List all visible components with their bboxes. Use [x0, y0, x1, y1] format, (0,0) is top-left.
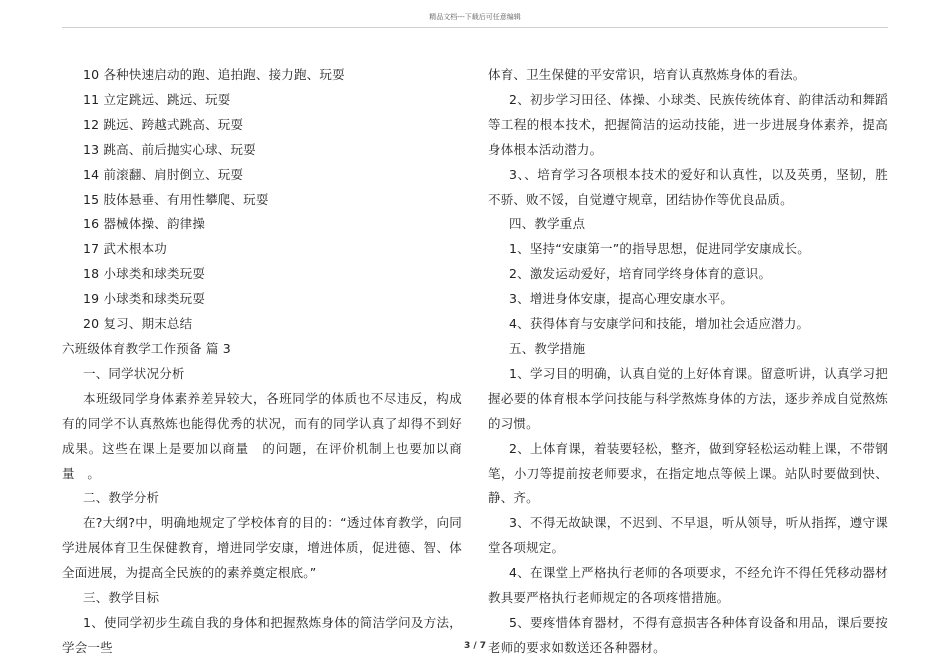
schedule-item-19: 19 小球类和球类玩耍: [83, 291, 206, 307]
left-column: [62, 63, 462, 661]
measure-item-1: 1、学习目的明确，认真自觉的上好体育课。留意听讲，认真学习把握必要的体育根本学问技能与科学熬炼身体的方法，逐步养成自觉熬炼的习惯。: [488, 365, 888, 431]
schedule-item-10: 10 各种快速启动的跑、追拍跑、接力跑、玩耍: [83, 67, 345, 82]
goal-item-1: 1、使同学初步生疏自我的身体和把握熬炼身体的简洁学问及方法，学会一些: [62, 614, 462, 655]
key-point-4: 4、获得体育与安康学问和技能，增加社会适应潜力。: [509, 316, 810, 332]
schedule-item-16: 16 器械体操、韵律操: [83, 216, 206, 232]
section-heading-measures: 五、教学措施: [509, 340, 586, 356]
schedule-item-15: 15 肢体悬垂、有用性攀爬、玩耍: [83, 191, 269, 207]
schedule-item-11: 11 立定跳远、跳远、玩耍: [83, 91, 231, 107]
key-point-3: 3、增进身体安康，提高心理安康水平。: [509, 291, 734, 307]
schedule-item-20: 20 复习、期末总结: [83, 316, 193, 332]
measure-item-4: 4、在课堂上严格执行老师的各项要求，不经允许不得任凭移动器材教具要严格执行老师规定的各项疼惜措施。: [488, 565, 888, 606]
schedule-item-14: 14 前滚翻、肩肘倒立、玩耍: [83, 166, 244, 182]
schedule-item-17: 17 武术根本功: [83, 241, 167, 257]
key-point-1: 1、坚持“安康第一”的指导思想，促进同学安康成长。: [509, 241, 810, 257]
section-heading-teaching-goals: 三、教学目标: [83, 590, 160, 606]
schedule-item-18: 18 小球类和球类玩耍: [83, 266, 206, 282]
student-analysis-paragraph: 本班级同学身体素养差异较大，各班同学的体质也不尽违反，构成有的同学不认真熬炼也能得优秀的状况，而有的同学认真了却得不到好成果。这些在课上是要加以商量 的问题，在评价机制上也要加以商量 。: [62, 390, 462, 481]
article-title: 六班级体育教学工作预备 篇 3: [62, 340, 231, 356]
page-header: 精品文档---下载后可任意编辑: [429, 13, 521, 21]
section-heading-key-points: 四、教学重点: [509, 216, 586, 232]
header-divider: [62, 27, 888, 28]
teaching-analysis-paragraph: 在?大纲?中，明确地规定了学校体育的目的：“透过体育教学，向同学进展体育卫生保健教育，增进同学安康，增进体质，促进德、智、体全面进展，为提高全民族的的素养奠定根底。”: [62, 515, 462, 581]
measure-item-5: 5、要疼惜体育器材，不得有意损害各种体育设备和用品，课后要按老师的要求如数送还各种器材。: [488, 614, 888, 655]
goal-item-3: 3、、培育学习各项根本技术的爱好和认真性，以及英勇，坚韧，胜不骄、败不馁，自觉遵守规章，团结协作等优良品质。: [488, 166, 888, 207]
page-number: 3 / 7: [463, 641, 487, 651]
schedule-item-12: 12 跳远、跨越式跳高、玩耍: [83, 116, 244, 132]
goal-item-1-continued: 体育、卫生保健的平安常识，培育认真熬炼身体的看法。: [488, 67, 806, 82]
section-heading-teaching-analysis: 二、教学分析: [83, 490, 160, 506]
measure-item-2: 2、上体育课，着装要轻松，整齐，做到穿轻松运动鞋上课，不带钢笔，小刀等提前按老师要求，在指定地点等候上课。站队时要做到快、静、齐。: [488, 440, 888, 506]
measure-item-3: 3、不得无故缺课，不迟到、不早退，听从领导，听从指挥，遵守课堂各项规定。: [488, 515, 888, 556]
goal-item-2: 2、初步学习田径、体操、小球类、民族传统体育、韵律活动和舞蹈等工程的根本技术，把握简洁的运动技能，进一步进展身体素养，提高身体根本活动潜力。: [488, 91, 888, 157]
key-point-2: 2、激发运动爱好，培育同学终身体育的意识。: [509, 266, 772, 282]
schedule-item-13: 13 跳高、前后抛实心球、玩耍: [83, 141, 256, 157]
section-heading-student-analysis: 一、同学状况分析: [83, 365, 185, 381]
right-column: [488, 63, 888, 661]
